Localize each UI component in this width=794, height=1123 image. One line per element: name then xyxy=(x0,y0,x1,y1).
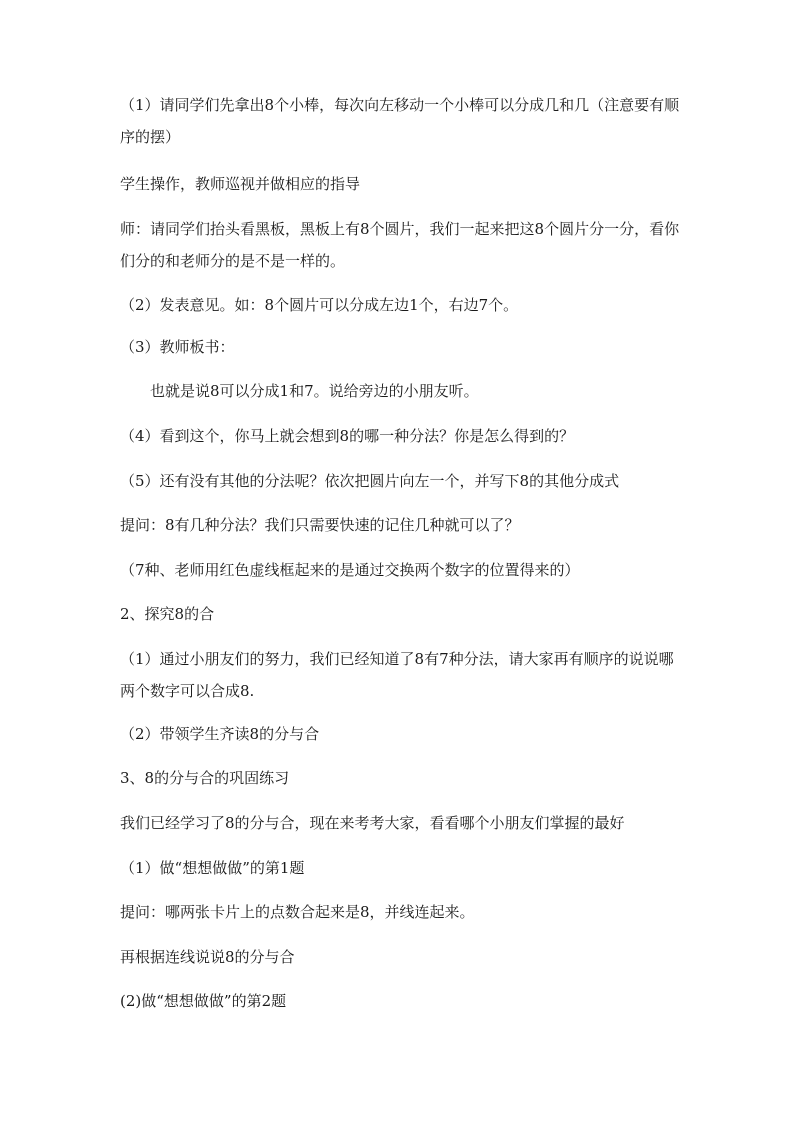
paragraph-step-1: （1）请同学们先拿出8个小棒，每次向左移动一个小棒可以分成几和几（注意要有顺序的摆） xyxy=(120,96,680,146)
section-heading-2: 2、探究8的合 xyxy=(120,605,215,623)
paragraph-step-3: （3）教师板书： xyxy=(120,338,235,356)
paragraph-step-5: （5）还有没有其他的分法呢？依次把圆片向左一个，并写下8的其他分成式 xyxy=(120,472,620,490)
paragraph-step-4: （4）看到这个，你马上就会想到8的哪一种分法？你是怎么得到的？ xyxy=(120,427,575,445)
paragraph-teacher-blackboard: 师：请同学们抬头看黑板，黑板上有8个圆片，我们一起来把这8个圆片分一分，看你们分的和老师分的是不是一样的。 xyxy=(120,220,680,270)
paragraph-exercise-followup: 再根据连线说说8的分与合 xyxy=(120,948,295,966)
paragraph-section-2-step-2: （2）带领学生齐读8的分与合 xyxy=(120,725,320,743)
paragraph-exercise-question: 提问：哪两张卡片上的点数合起来是8，并线连起来。 xyxy=(120,903,475,921)
paragraph-student-operation: 学生操作，教师巡视并做相应的指导 xyxy=(120,175,361,193)
section-heading-3: 3、8的分与合的巩固练习 xyxy=(120,769,290,787)
paragraph-exercise-2: (2)做“想想做做”的第2题 xyxy=(120,992,287,1010)
paragraph-question: 提问：8有几种分法？我们只需要快速的记住几种就可以了？ xyxy=(120,516,520,534)
paragraph-exercise-1: （1）做“想想做做”的第1题 xyxy=(120,859,305,877)
paragraph-section-2-step-1: （1）通过小朋友们的努力，我们已经知道了8有7种分法，请大家再有顺序的说说哪两个数字可以合成8. xyxy=(120,650,674,700)
paragraph-section-3-intro: 我们已经学习了8的分与合，现在来考考大家，看看哪个小朋友们掌握的最好 xyxy=(120,814,625,832)
paragraph-step-2: （2）发表意见。如：8个圆片可以分成左边1个，右边7个。 xyxy=(120,296,519,314)
paragraph-explanation: 也就是说8可以分成1和7。说给旁边的小朋友听。 xyxy=(150,382,479,400)
paragraph-note: （7种、老师用红色虚线框起来的是通过交换两个数字的位置得来的） xyxy=(120,561,580,579)
